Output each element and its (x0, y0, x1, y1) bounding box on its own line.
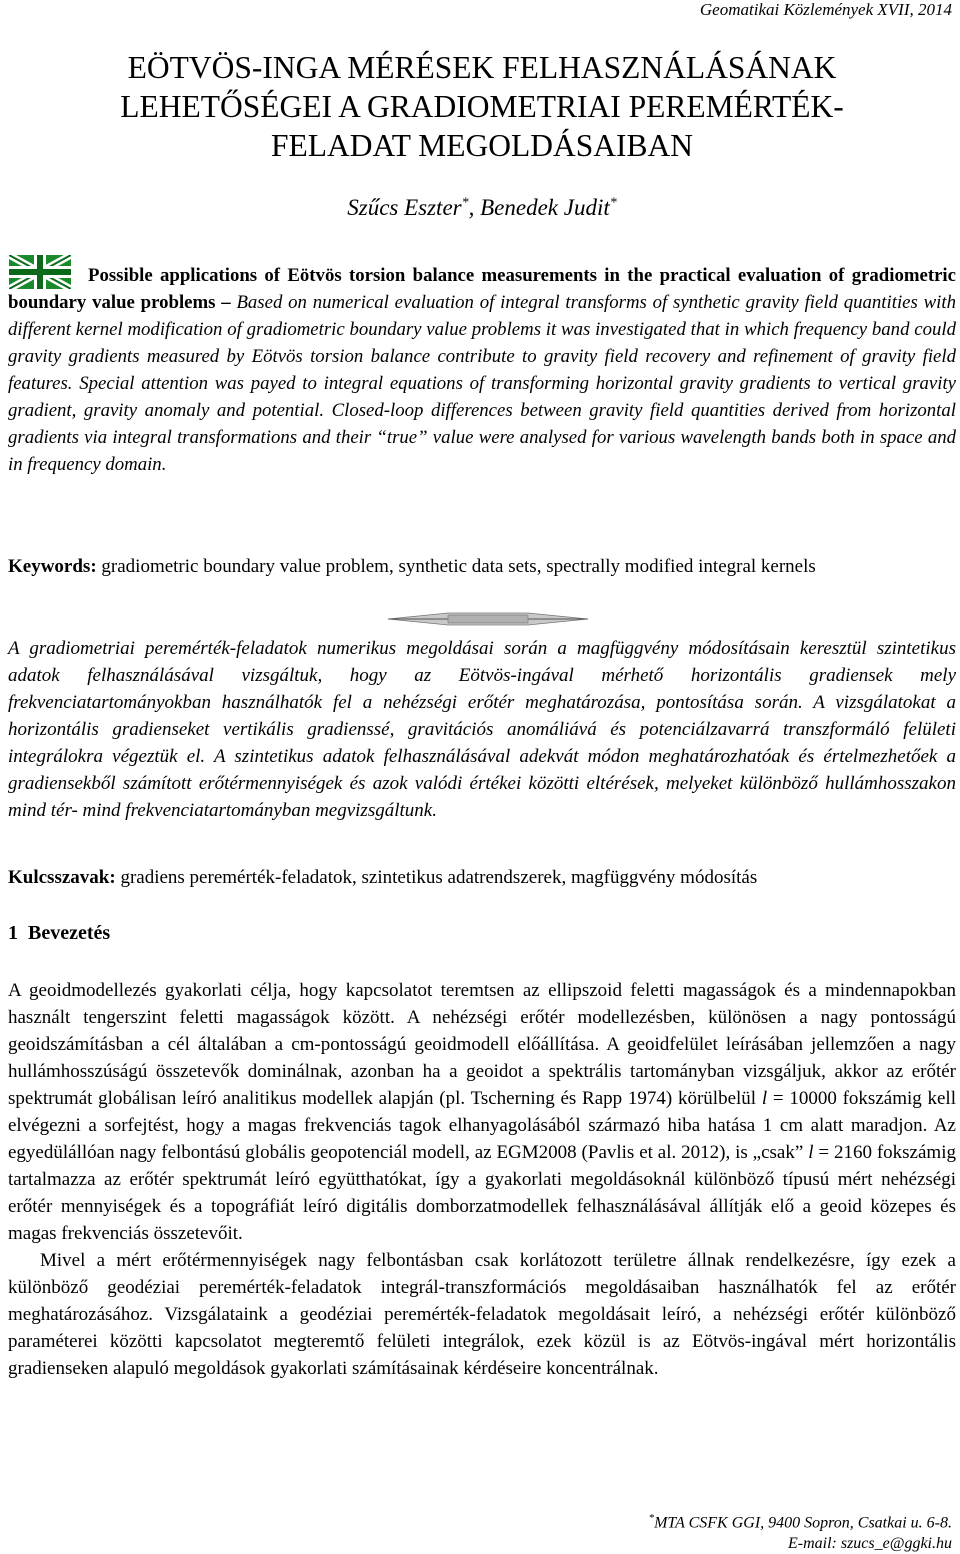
section-number: 1 (8, 922, 18, 944)
footnote-mark: * (648, 1512, 655, 1524)
paragraph-1-part-a: A geoidmodellezés gyakorlati célja, hogy kapcsolatot teremtsen az ellipszoid feletti magasságok és a mindennapokban használt tengerszint feletti magasságok között. A nehézségi erőtér modellezésben, különösen a nagy pontosságú geoidszámításban a cél általában a cm-pontosságú geoidmodell előállítása. A geoidfelület leírásában jellemzően a nagy hullámhosszúságú összetevők dominálnak, azonban ha a geoidot a spektrális tartományban vizsgáljuk, akkor az erőtér spektrumát globálisan leíró analitikus modellek alapján (pl. Tscherning és Rapp 1974) körülbelül (8, 980, 956, 1109)
authors (8, 195, 956, 221)
title-line-1: EÖTVÖS-INGA MÉRÉSEK FELHASZNÁLÁSÁNAK (127, 50, 837, 85)
journal-header: Geomatikai Közlemények XVII, 2014 (699, 0, 952, 19)
author-1-mark: * (461, 195, 469, 211)
paragraph-1-part-c: = 2160 fokszámig tartalmazza az erőtér spektrumát leíró együtthatókat, így a gyakorlati megoldásoknál különböző típusú mért nehézségi erőtér mennyiségek és a topográfiát leíró digitális domborzatmodellek felhasználásával állítják elő a geoid közepes és magas frekvenciás összetevőit. (8, 1142, 956, 1244)
paper-title (8, 48, 956, 165)
english-abstract-body: Based on numerical evaluation of integral transforms of synthetic gravity field quantities with different kernel modification of gradiometric boundary value problems it was investigated that in which frequency band could gravity gradients measured by Eötvös torsion balance contribute to gravity field recovery and refinement of gravity field features. Special attention was payed to integral equations of transforming horizontal gravity gradients to vertical gravity gradient, gravity anomaly and potential. Closed-loop differences between gravity field quantities derived from horizontal gradients via integral transformations and their “true” value were analysed for various wavelength bands both in space and in frequency domain. (8, 292, 956, 475)
hungarian-keywords (8, 867, 956, 889)
section-heading (8, 922, 110, 945)
english-abstract-title: Possible applications of Eötvös torsion balance measurements in the practical evaluation of gradiometric boundary value problems (8, 265, 956, 313)
kulcsszavak-label: Kulcsszavak: (8, 867, 116, 888)
footnote-email: E-mail: szucs_e@ggki.hu (787, 1535, 952, 1553)
paragraph-1 (8, 977, 956, 1247)
keywords-label: Keywords: (8, 556, 97, 577)
title-line-2: LEHETŐSÉGEI A GRADIOMETRIAI PEREMÉRTÉK- (120, 89, 844, 124)
author-separator: , (468, 195, 481, 220)
paragraph-1-part-b: = 10000 fokszámig kell elvégezni a sorfejtést, hogy a magas frekvenciás tagok elhanyagolásából származó hiba hatása 1 cm alatt maradjon. Az egyedülállóan nagy felbontású globális geopotenciál modell, az EGM2008 (Pavlis et al. 2012), is „csak” (8, 1088, 956, 1163)
author-2-mark: * (609, 195, 617, 211)
paragraph-2: Mivel a mért erőtérmennyiségek nagy felbontásban csak korlátozott területre állnak rendelkezésre, így ezek a különböző geodéziai peremérték-feladatok integrál-transzformációs megoldásaiban használhatók fel az erőtér meghatározásához. Vizsgálataink a geodéziai peremérték-feladatok megoldásait leíró, a nehézségi erőtér különböző paraméterei közötti kapcsolatot megteremtő felületi integrálok, ezek közül is az Eötvös-ingával mért horizontális gradienseken alapuló megoldások gyakorlati számításainak kérdéseire koncentrálnak. (8, 1250, 956, 1379)
ornament-divider (388, 610, 588, 628)
title-line-3: FELADAT MEGOLDÁSAIBAN (270, 128, 694, 163)
english-abstract (8, 262, 956, 478)
footnote-affiliation-text: MTA CSFK GGI, 9400 Sopron, Csatkai u. 6-8. (654, 1514, 952, 1532)
keywords-text: gradiometric boundary value problem, synthetic data sets, spectrally modified integral kernels (101, 556, 816, 577)
footnote-affiliation (649, 1508, 952, 1533)
author-2: Benedek Judit (480, 195, 610, 220)
degree-symbol-l: l (808, 1142, 814, 1163)
author-1: Szűcs Eszter (347, 195, 462, 220)
body-text (8, 977, 956, 1382)
hungarian-abstract: A gradiometriai peremérték-feladatok numerikus megoldásai során a magfüggvény módosításain keresztül szintetikus adatok felhasználásával vizsgáltuk, hogy az Eötvös-ingával mérhető horizontális gradiensek mely frekvenciatartományokban használhatók fel a nehézségi erőtér meghatározása, pontosítása során. A vizsgálatokat a horizontális gradienseket vertikális gradienssé, gravitációs anomáliává és potenciálzavarrá transzformáló felületi integrálokra végeztük el. A szintetikus adatok felhasználásával adekvát módon meghatározhatóak és értelmezhetőek a gradiensekből számított erőtérmennyiségek és azok valódi értékei közötti eltérések, melyeket különböző hullámhosszakon mind tér- mind frekvenciatartományban megvizsgáltunk. (8, 638, 956, 821)
keywords (8, 553, 956, 580)
title-dash: – (221, 292, 231, 313)
degree-symbol-l: l (761, 1088, 768, 1109)
section-title: Bevezetés (28, 922, 111, 944)
footnote (649, 1508, 952, 1554)
kulcsszavak-text: gradiens peremérték-feladatok, szintetikus adatrendszerek, magfüggvény módosítás (120, 867, 758, 888)
